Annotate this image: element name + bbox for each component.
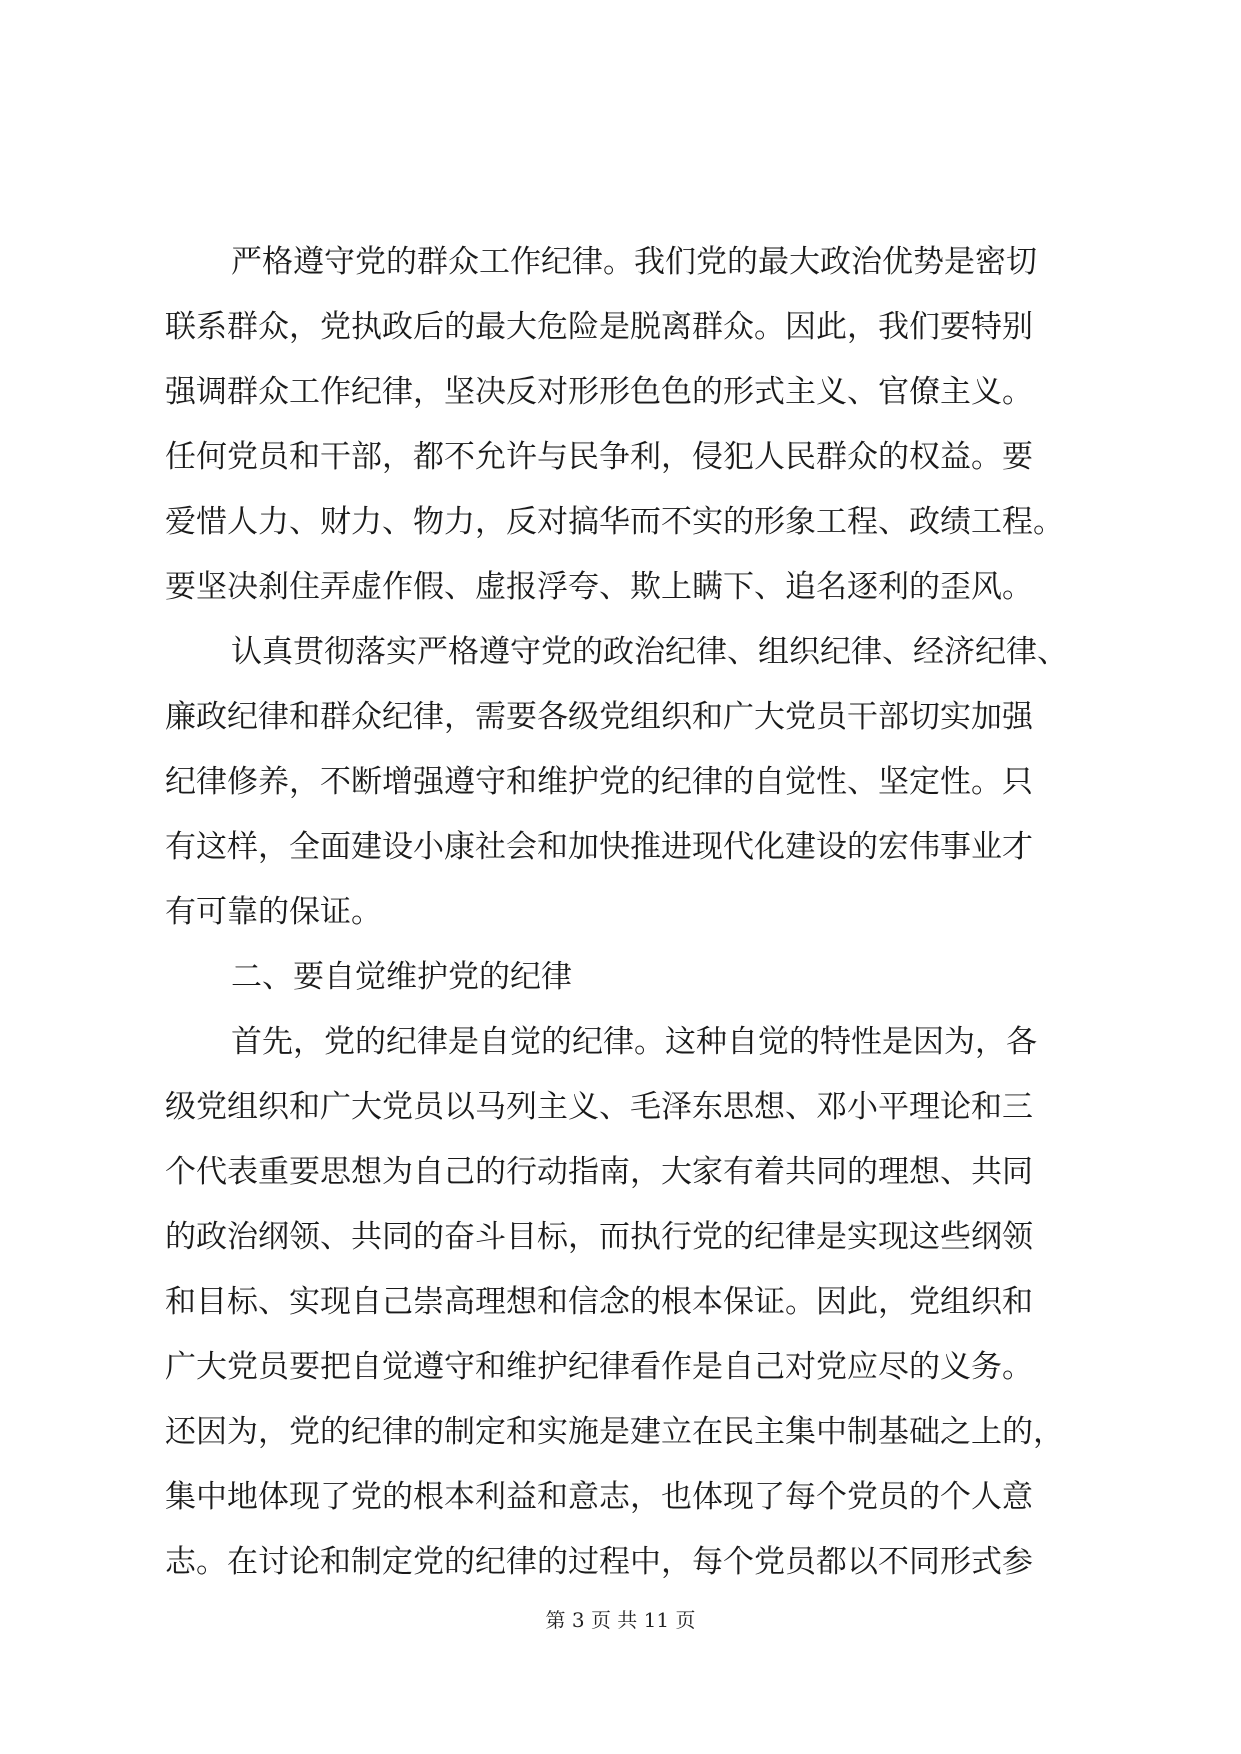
text-line: 有可靠的保证。 bbox=[165, 894, 382, 930]
text-line: 级党组织和广大党员以马列主义、毛泽东思想、邓小平理论和三 bbox=[165, 1089, 1033, 1125]
text-line: 首先，党的纪律是自觉的纪律。这种自觉的特性是因为，各 bbox=[231, 1024, 1037, 1060]
document-body bbox=[165, 230, 1085, 1595]
text-line: 认真贯彻落实严格遵守党的政治纪律、组织纪律、经济纪律、 bbox=[231, 634, 1068, 670]
text-line: 和目标、实现自己崇高理想和信念的根本保证。因此，党组织和 bbox=[165, 1284, 1033, 1320]
paragraph-群众工作纪律 bbox=[165, 230, 1085, 620]
text-line: 还因为，党的纪律的制定和实施是建立在民主集中制基础之上的， bbox=[165, 1414, 1064, 1450]
text-line: 的政治纲领、共同的奋斗目标，而执行党的纪律是实现这些纲领 bbox=[165, 1219, 1033, 1255]
text-line: 个代表重要思想为自己的行动指南，大家有着共同的理想、共同 bbox=[165, 1154, 1033, 1190]
text-line: 广大党员要把自觉遵守和维护纪律看作是自己对党应尽的义务。 bbox=[165, 1349, 1033, 1385]
paragraph-自觉的纪律 bbox=[165, 1010, 1085, 1595]
heading-line: 二、要自觉维护党的纪律 bbox=[231, 959, 572, 995]
text-line: 爱惜人力、财力、物力，反对搞华而不实的形象工程、政绩工程。 bbox=[165, 504, 1064, 540]
text-line: 集中地体现了党的根本利益和意志，也体现了每个党员的个人意 bbox=[165, 1479, 1033, 1515]
section-heading bbox=[165, 945, 1085, 1010]
text-line: 要坚决刹住弄虚作假、虚报浮夸、欺上瞒下、追名逐利的歪风。 bbox=[165, 569, 1033, 605]
page-number-footer: 第 3 页 共 11 页 bbox=[545, 1608, 696, 1632]
paragraph-贯彻落实 bbox=[165, 620, 1085, 945]
text-line: 强调群众工作纪律，坚决反对形形色色的形式主义、官僚主义。 bbox=[165, 374, 1033, 410]
text-line: 纪律修养，不断增强遵守和维护党的纪律的自觉性、坚定性。只 bbox=[165, 764, 1033, 800]
text-line: 任何党员和干部，都不允许与民争利，侵犯人民群众的权益。要 bbox=[165, 439, 1033, 475]
text-line: 有这样，全面建设小康社会和加快推进现代化建设的宏伟事业才 bbox=[165, 829, 1033, 865]
text-line: 严格遵守党的群众工作纪律。我们党的最大政治优势是密切 bbox=[231, 244, 1037, 280]
text-line: 志。在讨论和制定党的纪律的过程中，每个党员都以不同形式参 bbox=[165, 1544, 1033, 1580]
text-line: 廉政纪律和群众纪律，需要各级党组织和广大党员干部切实加强 bbox=[165, 699, 1033, 735]
text-line: 联系群众，党执政后的最大危险是脱离群众。因此，我们要特别 bbox=[165, 309, 1033, 345]
